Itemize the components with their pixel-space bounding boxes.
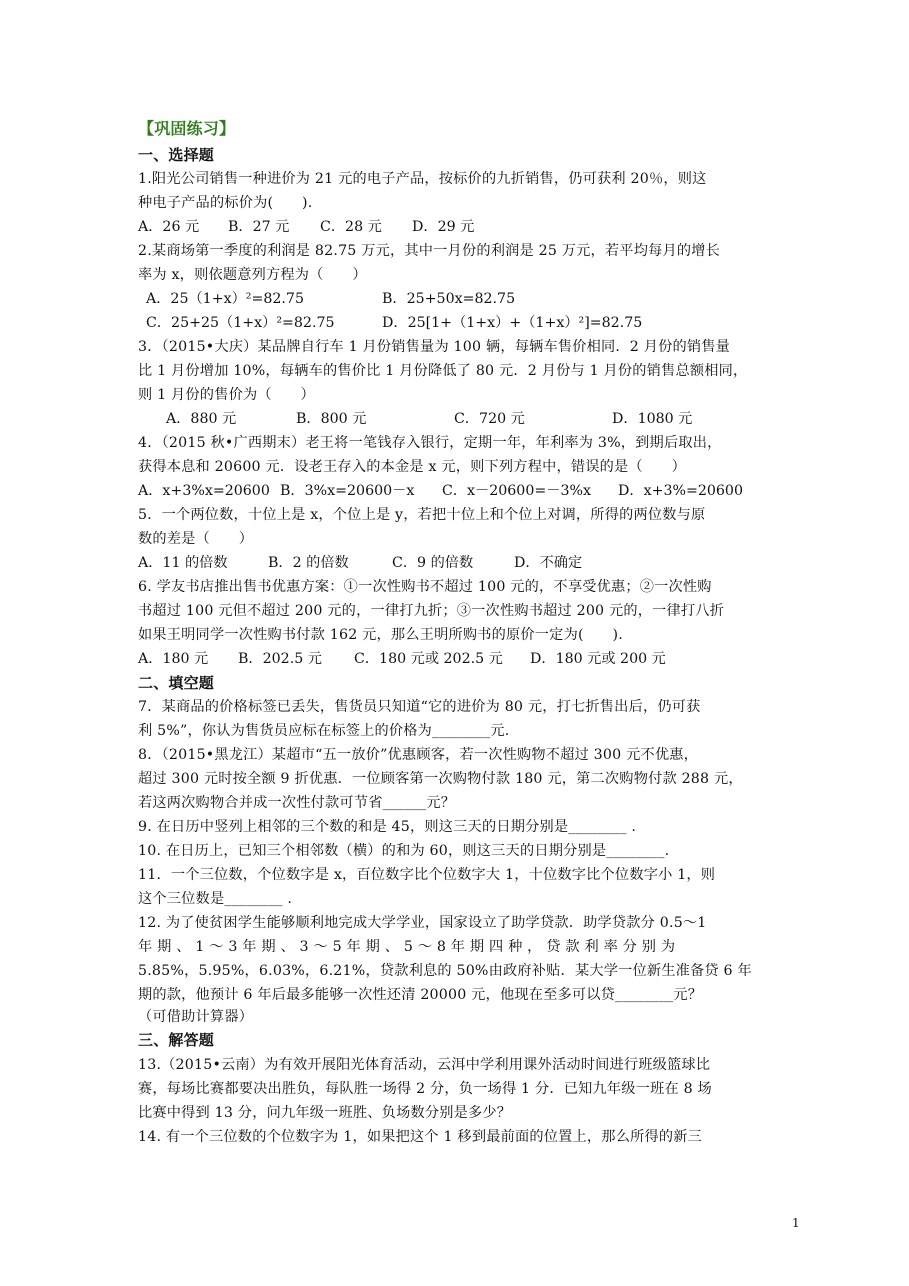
- q4-line1: 4．（2015 秋•广西期末）老王将一笔钱存入银行，定期一年，年利率为 3%，到期后取出，: [138, 435, 722, 451]
- q6-option-d: D．180 元或 200 元: [530, 651, 666, 667]
- q5-option-c: C．9 的倍数: [392, 555, 474, 571]
- q12-line5: （可借助计算器）: [138, 1009, 254, 1025]
- q6-option-a: A．180 元: [138, 651, 209, 667]
- q2-option-b: B．25+50x=82.75: [382, 291, 516, 307]
- q5-line2: 数的差是（ ）: [138, 531, 254, 547]
- q9-line: 9. 在日历中竖列上相邻的三个数的和是 45，则这三天的日期分别是________ .: [138, 819, 637, 835]
- q5-option-d: D．不确定: [514, 555, 583, 571]
- q13-line2: 赛，每场比赛都要决出胜负，每队胜一场得 2 分，负一场得 1 分．已知九年级一班在 8 场: [138, 1081, 712, 1097]
- q3-line2: 比 1 月份增加 10%，每辆车的售价比 1 月份降低了 80 元．2 月份与 1 月份的销售总额相同，: [138, 363, 748, 379]
- q12-line2: 年 期 、 1 ～ 3 年 期 、 3 ～ 5 年 期 、 5 ～ 8 年 期 四 种 ， 贷 款 利 率 分 别 为: [138, 939, 676, 955]
- q1-line1: 1.阳光公司销售一种进价为 21 元的电子产品，按标价的九折销售，仍可获利 20％，则这: [138, 171, 707, 187]
- q4-option-c: C．x－20600=－3%x: [442, 483, 591, 499]
- q6-line3: 如果王明同学一次性购书付款 162 元，那么王明所购书的原价一定为( ).: [138, 627, 623, 643]
- q11-line2: 这个三位数是________ .: [138, 891, 293, 907]
- q3-line1: 3．（2015•大庆）某品牌自行车 1 月份销售量为 100 辆，每辆车售价相同．2 月份的销售量: [138, 339, 731, 355]
- q12-line4: 期的款，他预计 6 年后最多能够一次性还清 20000 元，他现在至多可以贷________元？: [138, 987, 703, 1003]
- q13-line3: 比赛中得到 13 分，问九年级一班胜、负场数分别是多少？: [138, 1105, 512, 1121]
- q6-option-b: B．202.5 元: [238, 651, 322, 667]
- q5-line1: 5．一个两位数，十位上是 x，个位上是 y，若把十位上和个位上对调，所得的两位数与原: [138, 507, 706, 523]
- q13-line1: 13.（2015•云南）为有效开展阳光体育活动，云洱中学利用课外活动时间进行班级篮球比: [138, 1057, 711, 1073]
- q10-line: 10. 在日历上，已知三个相邻数（横）的和为 60，则这三天的日期分别是________.: [138, 843, 670, 859]
- q8-line1: 8．（2015•黑龙江）某超市“五一放价”优惠顾客，若一次性购物不超过 300 元不优惠，: [138, 747, 699, 763]
- q1-option-b: B．27 元: [228, 219, 290, 235]
- section-choice-title: 一、选择题: [138, 146, 215, 164]
- q2-line2: 率为 x，则依题意列方程为（ ）: [138, 267, 367, 283]
- q12-line1: 12. 为了使贫困学生能够顺利地完成大学学业，国家设立了助学贷款．助学贷款分 0.5～1: [138, 915, 707, 931]
- q14-line1: 14. 有一个三位数的个位数字为 1，如果把这个 1 移到最前面的位置上，那么所得的新三: [138, 1129, 703, 1145]
- q6-line2: 书超过 100 元但不超过 200 元的，一律打九折；③一次性购书超过 200 元的，一律打八折: [138, 603, 725, 619]
- q2-option-d: D．25[1+（1+x）+（1+x）²]=82.75: [382, 315, 643, 331]
- q5-option-a: A．11 的倍数: [138, 555, 228, 571]
- q8-line3: 若这两次购物合并成一次性付款可节省______元？: [138, 795, 456, 811]
- q1-option-a: A．26 元: [138, 219, 200, 235]
- exercise-heading: 【巩固练习】: [138, 119, 236, 138]
- q4-option-a: A．x+3%x=20600: [138, 483, 270, 499]
- q4-option-b: B．3%x=20600－x: [280, 483, 415, 499]
- q3-option-d: D．1080 元: [612, 411, 693, 427]
- section-answer-title: 三、解答题: [138, 1031, 215, 1049]
- q3-option-a: A．880 元: [166, 411, 237, 427]
- section-fill-title: 二、填空题: [138, 674, 215, 692]
- q11-line1: 11．一个三位数，个位数字是 x，百位数字比个位数字大 1，十位数字比个位数字小 1，则: [138, 867, 716, 883]
- q6-option-c: C．180 元或 202.5 元: [354, 651, 503, 667]
- q3-line3: 则 1 月份的售价为（ ）: [138, 387, 315, 403]
- q4-line2: 获得本息和 20600 元．设老王存入的本金是 x 元，则下列方程中，错误的是（ ）: [138, 459, 686, 475]
- q4-option-d: D．x+3%=20600: [618, 483, 743, 499]
- q8-line2: 超过 300 元时按全额 9 折优惠．一位顾客第一次购物付款 180 元，第二次购物付款 288 元，: [138, 771, 743, 787]
- q2-option-a: A．25（1+x）²=82.75: [146, 291, 304, 307]
- q3-option-b: B．800 元: [296, 411, 367, 427]
- q12-line3: 5.85%，5.95%，6.03%，6.21%，贷款利息的 50%由政府补贴．某大学一位新生准备贷 6 年: [138, 963, 752, 979]
- q1-line2: 种电子产品的标价为( ).: [138, 195, 313, 211]
- q1-option-c: C．28 元: [320, 219, 382, 235]
- q2-option-c: C．25+25（1+x）²=82.75: [146, 315, 335, 331]
- q7-line1: 7．某商品的价格标签已丢失，售货员只知道“它的进价为 80 元，打七折售出后，仍可获: [138, 699, 701, 715]
- q7-line2: 利 5%”，你认为售货员应标在标签上的价格为________元.: [138, 723, 510, 739]
- q3-option-c: C．720 元: [454, 411, 525, 427]
- q2-line1: 2.某商场第一季度的利润是 82.75 万元，其中一月份的利润是 25 万元，若平均每月的增长: [138, 243, 721, 259]
- q6-line1: 6. 学友书店推出售书优惠方案：①一次性购书不超过 100 元的，不享受优惠；②一次性购: [138, 579, 712, 595]
- q5-option-b: B．2 的倍数: [268, 555, 349, 571]
- page-number: 1: [792, 1216, 800, 1230]
- q1-option-d: D．29 元: [412, 219, 475, 235]
